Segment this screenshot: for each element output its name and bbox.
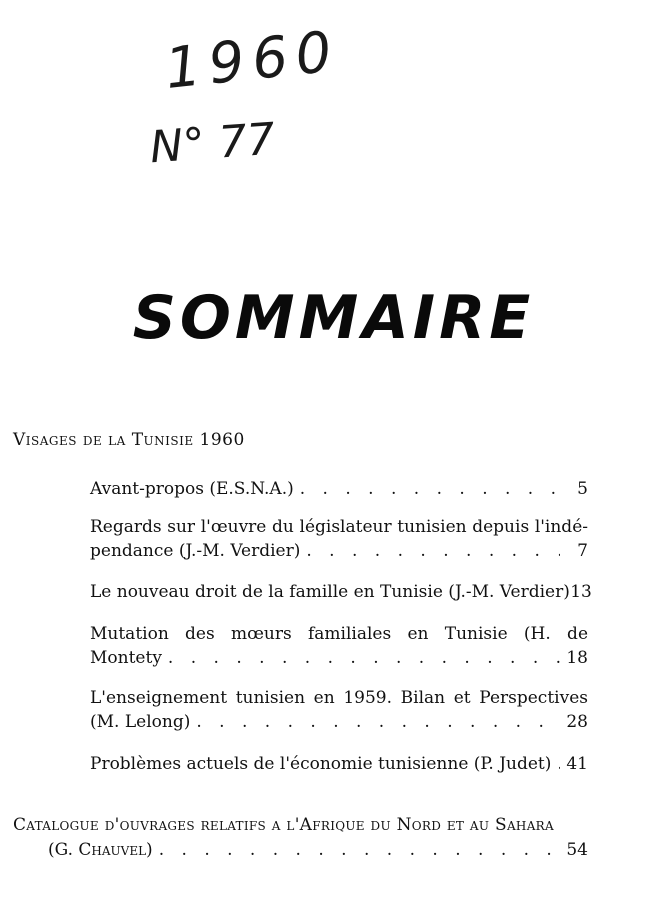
entry-title-line-2: pendance (J.-M. Verdier) [90, 541, 301, 561]
entry-title-line-1: Regards sur l'œuvre du législateur tunisien depuis l'indé- [90, 517, 588, 537]
entry-page-number: 54 [566, 840, 588, 860]
toc-entry-avant-propos[interactable] [90, 477, 588, 501]
toc-entry-catalogue[interactable] [13, 813, 588, 863]
entry-title-line-2: Montety [90, 648, 162, 668]
handwritten-issue-number: N° 77 [148, 113, 277, 174]
dot-leader [159, 838, 560, 863]
dot-leader [300, 477, 560, 501]
page-title: SOMMAIRE [132, 283, 535, 353]
entry-page-number: 28 [566, 712, 588, 732]
dot-leader [168, 646, 560, 670]
entry-page-number: 41 [566, 754, 588, 774]
entry-title-line-2: (M. Lelong) [90, 712, 191, 732]
handwritten-year: 1960 [162, 19, 343, 102]
entry-title: Le nouveau droit de la famille en Tunisie (J.-M. Verdier) [90, 582, 570, 602]
entry-page-number: 7 [577, 541, 588, 561]
dot-leader [557, 752, 560, 776]
toc-entry-enseignement[interactable] [90, 686, 588, 734]
entry-author: (G. Chauvel) [48, 840, 153, 860]
toc-entry-economie[interactable] [90, 752, 588, 776]
entry-title: Avant-propos (E.S.N.A.) [90, 479, 294, 499]
toc-entry-regards[interactable] [90, 515, 588, 563]
dot-leader [306, 539, 560, 563]
entry-page-number: 18 [566, 648, 588, 668]
entry-title-line-1: L'enseignement tunisien en 1959. Bilan et Perspectives [90, 688, 588, 708]
toc-entry-mutation-moeurs[interactable] [90, 622, 588, 670]
toc-entry-droit-famille[interactable] [90, 580, 592, 604]
entry-title: Problèmes actuels de l'économie tunisienne (P. Judet) [90, 754, 552, 774]
section-heading-visages: Visages de la Tunisie 1960 [13, 430, 245, 450]
section-heading-catalogue: Catalogue d'ouvrages relatifs a l'Afrique du Nord et au Sahara [13, 815, 554, 835]
dot-leader [196, 710, 560, 734]
entry-title-line-1: Mutation des mœurs familiales en Tunisie (H. de [90, 624, 588, 644]
entry-page-number: 5 [577, 479, 588, 499]
entry-page-number: 13 [570, 582, 592, 602]
